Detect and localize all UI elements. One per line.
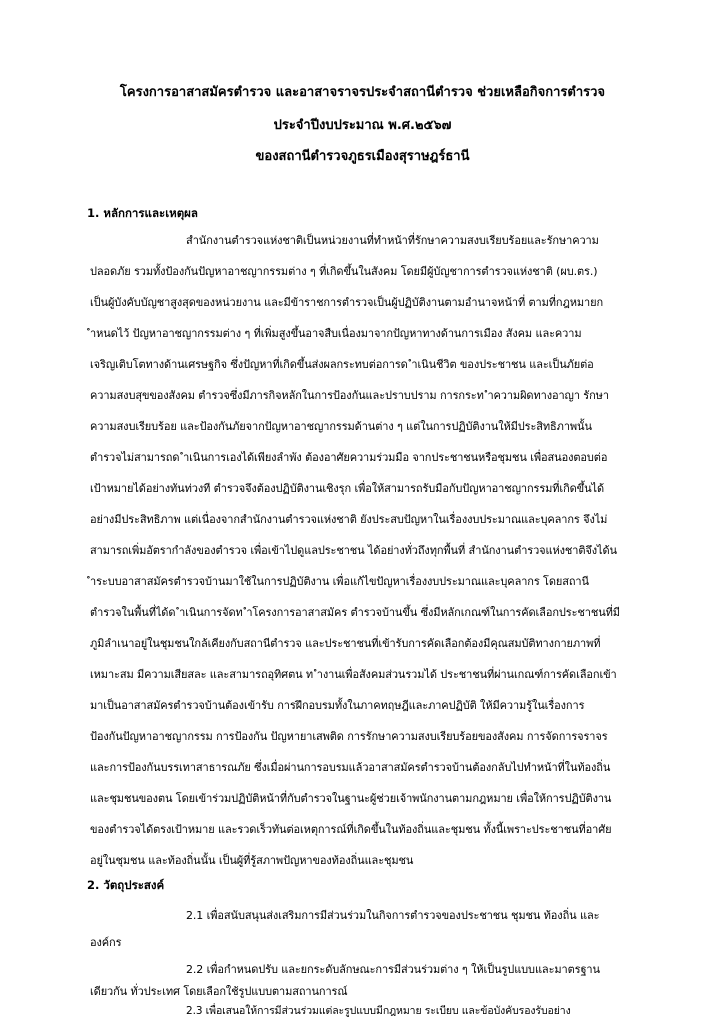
section-1-line: ความสงบเรียบร้อย และป้องกันภัยจากปัญหาอาชญากรรมด้านต่าง ๆ แต่ในการปฏิบัติงานให้มีประสิทธิภาพนั้น — [90, 420, 592, 433]
section-1-line: ป้องกันปัญหาอาชญากรรม การป้องกัน ปัญหายาเสพติด การรักษาความสงบเรียบร้อยของสังคม การจัดการจราจร — [90, 730, 608, 743]
section-1-line: ภูมิลำเนาอยู่ในชุมชนใกล้เคียงกับสถานีตำรวจ และประชาชนที่เข้ารับการคัดเลือกต้องมีคุณสมบัติทางกายภาพที่ — [90, 637, 601, 650]
section-2-heading: 2. วัตถุประสงค์ — [87, 878, 165, 892]
section-1-line: เจริญเติบโตทางด้านเศรษฐกิจ ซึ่งปัญหาที่เกิดขึ้นส่งผลกระทบต่อการด ำเนินชีวิต ของประชาชน และเป็นภัยต่อ — [90, 358, 594, 371]
section-1-line: ของตำรวจได้ตรงเป้าหมาย และรวดเร็วทันต่อเหตุการณ์ที่เกิดขึ้นในท้องถิ่นและชุมชน ทั้งนี้เพราะประชาชนที่อาศัย — [90, 823, 612, 836]
document-title-line-1: โครงการอาสาสมัครตำรวจ และอาสาจราจรประจำสถานีตำรวจ ช่วยเหลือกิจการตำรวจ — [119, 85, 606, 100]
document-title-line-2: ประจำปีงบประมาณ พ.ศ.๒๕๖๗ — [273, 118, 452, 133]
section-1-line: และการป้องกันบรรเทาสาธารณภัย ซึ่งเมื่อผ่านการอบรมแล้วอาสาสมัครตำรวจบ้านต้องกลับไปทำหน้าที่ในท้องถิ่น — [90, 761, 611, 774]
section-1-line: เหมาะสม มีความเสียสละ และสามารถอุทิศตน ท ำงานเพื่อสังคมส่วนรวมได้ ประชาชนที่ผ่านเกณฑ์การคัดเลือกเข้า — [90, 668, 617, 681]
section-1-line: ความสงบสุขของสังคม ตำรวจซึ่งมีภารกิจหลักในการป้องกันและปราบปราม การกระท ำความผิดทางอาญา รักษา — [90, 389, 609, 402]
document-title-line-3: ของสถานีตำรวจภูธรเมืองสุราษฎร์ธานี — [255, 149, 470, 164]
objective-2-2: 2.2 เพื่อกำหนดปรับ และยกระดับลักษณะการมีส่วนร่วมต่าง ๆ ให้เป็นรูปแบบและมาตรฐาน — [186, 963, 600, 976]
objective-2-1: 2.1 เพื่อสนับสนุนส่งเสริมการมีส่วนร่วมในกิจการตำรวจของประชาชน ชุมชน ท้องถิ่น และ — [186, 909, 600, 922]
section-1-line: ปลอดภัย รวมทั้งป้องกันปัญหาอาชญากรรมต่าง ๆ ที่เกิดขึ้นในสังคม โดยมีผู้บัญชาการตำรวจแห่งชาติ (ผบ.ตร.) — [90, 265, 598, 278]
section-1-line: ำหนดไว้ ปัญหาอาชญากรรมต่าง ๆ ที่เพิ่มสูงขึ้นอาจสืบเนื่องมาจากปัญหาทางด้านการเมือง สังคม และความ — [90, 327, 582, 340]
section-1-line: ตำรวจไม่สามารถด ำเนินการเองได้เพียงลำพัง ต้องอาศัยความร่วมมือ จากประชาชนหรือชุมชน เพื่อสนองตอบต่อ — [90, 451, 608, 464]
section-1-line: สามารถเพิ่มอัตรากำลังของตำรวจ เพื่อเข้าไปดูแลประชาชน ได้อย่างทั่วถึงทุกพื้นที่ สำนักงานตำรวจแห่งชาติจึงได้น — [90, 544, 617, 557]
objective-2-2-cont: เดียวกัน ทั่วประเทศ โดยเลือกใช้รูปแบบตามสถานการณ์ — [90, 985, 348, 998]
section-1-line: อย่างมีประสิทธิภาพ แต่เนื่องจากสำนักงานตำรวจแห่งชาติ ยังประสบปัญหาในเรื่องงบประมาณและบุคลากร จึงไม่ — [90, 513, 608, 526]
objective-2-3: 2.3 เพื่อเสนอให้การมีส่วนร่วมแต่ละรูปแบบมีกฎหมาย ระเบียบ และข้อบังคับรองรับอย่าง — [186, 1005, 571, 1017]
objective-2-1-cont: องค์กร — [90, 936, 122, 949]
section-1-heading: 1. หลักการและเหตุผล — [87, 206, 198, 220]
section-1-line: และชุมชนของตน โดยเข้าร่วมปฏิบัติหน้าที่กับตำรวจในฐานะผู้ช่วยเจ้าพนักงานตามกฎหมาย เพื่อให้การปฏิบัติงาน — [90, 792, 612, 805]
section-1-line: มาเป็นอาสาสมัครตำรวจบ้านต้องเข้ารับ การฝึกอบรมทั้งในภาคทฤษฎีและภาคปฏิบัติ ให้มีความรู้ในเรื่องการ — [90, 699, 585, 712]
section-1-line: เป้าหมายได้อย่างทันท่วงที ตำรวจจึงต้องปฏิบัติงานเชิงรุก เพื่อให้สามารถรับมือกับปัญหาอาชญากรรมที่เกิดขึ้นได้ — [90, 482, 605, 495]
section-1-line: ตำรวจในพื้นที่ได้ด ำเนินการจัดท ำโครงการอาสาสมัคร ตำรวจบ้านขึ้น ซึ่งมีหลักเกณฑ์ในการคัดเลือกประชาชนที่มี — [90, 606, 620, 619]
section-1-line: เป็นผู้บังคับบัญชาสูงสุดของหน่วยงาน และมีข้าราชการตำรวจเป็นผู้ปฏิบัติงานตามอำนาจหน้าที่ ตามที่กฎหมายก — [90, 296, 604, 309]
section-1-line: ำระบบอาสาสมัครตำรวจบ้านมาใช้ในการปฏิบัติงาน เพื่อแก้ไขปัญหาเรื่องงบประมาณและบุคลากร โดยสถานี — [90, 575, 589, 588]
section-1-line: สำนักงานตำรวจแห่งชาติเป็นหน่วยงานที่ทำหน้าที่รักษาความสงบเรียบร้อยและรักษาความ — [186, 234, 599, 247]
section-1-line: อยู่ในชุมชน และท้องถิ่นนั้น เป็นผู้ที่รู้สภาพปัญหาของท้องถิ่นและชุมชน — [90, 854, 414, 867]
